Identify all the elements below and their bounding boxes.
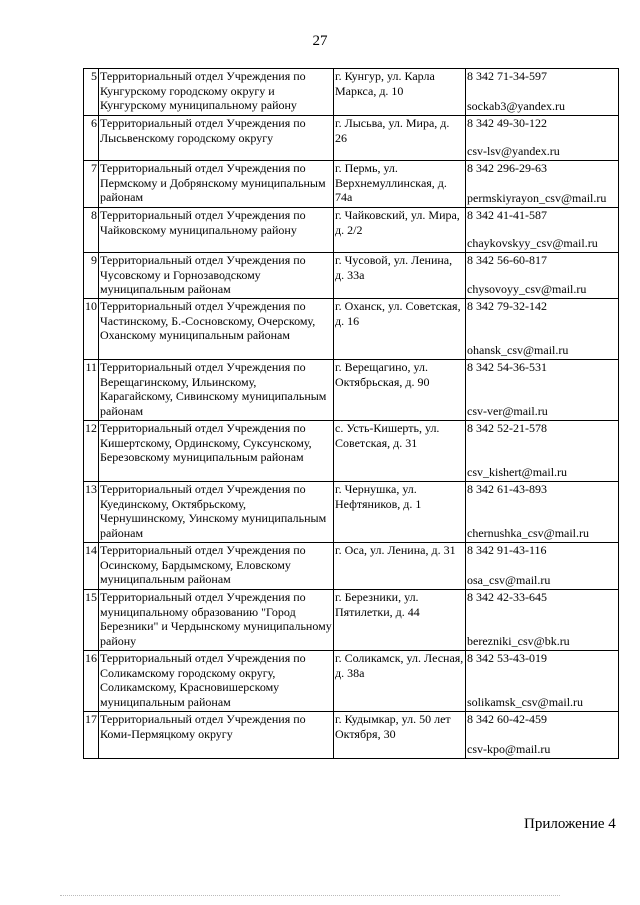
row-number: 6 xyxy=(84,116,99,161)
table-row xyxy=(84,253,619,299)
phone-number: 8 342 42-33-645 xyxy=(467,590,547,604)
table-row xyxy=(84,208,619,253)
email-address: berezniki_csv@bk.ru xyxy=(467,634,570,649)
row-number: 15 xyxy=(84,590,99,651)
table-row xyxy=(84,161,619,208)
office-name: Территориальный отдел Учреждения по Кишертскому, Ординскому, Суксунскому, Березовскому муниципальным районам xyxy=(99,421,334,482)
phone-number: 8 342 56-60-817 xyxy=(467,253,547,267)
phone-number: 8 342 79-32-142 xyxy=(467,299,547,313)
row-number: 14 xyxy=(84,543,99,590)
row-number: 9 xyxy=(84,253,99,299)
email-address: permskiyrayon_csv@mail.ru xyxy=(467,191,607,206)
email-address: csv-lsv@yandex.ru xyxy=(467,144,560,159)
row-number: 17 xyxy=(84,712,99,759)
email-address: chernushka_csv@mail.ru xyxy=(467,526,590,541)
table-row xyxy=(84,543,619,590)
phone-number: 8 342 71-34-597 xyxy=(467,69,547,83)
email-address: csv-kpo@mail.ru xyxy=(467,742,551,757)
phone-number: 8 342 296-29-63 xyxy=(467,161,547,175)
offices-table xyxy=(83,68,619,759)
email-address: csv-ver@mail.ru xyxy=(467,404,548,419)
office-name: Территориальный отдел Учреждения по Соликамскому городскому округу, Соликамскому, Красновишерскому муниципальным районам xyxy=(99,651,334,712)
row-number: 7 xyxy=(84,161,99,208)
email-address: osa_csv@mail.ru xyxy=(467,573,551,588)
phone-number: 8 342 91-43-116 xyxy=(467,543,547,557)
row-number: 16 xyxy=(84,651,99,712)
office-contact xyxy=(466,116,619,161)
phone-number: 8 342 54-36-531 xyxy=(467,360,547,374)
office-name: Территориальный отдел Учреждения по Коми-Пермяцкому округу xyxy=(99,712,334,759)
row-number: 10 xyxy=(84,299,99,360)
office-name: Территориальный отдел Учреждения по Кунгурскому городскому округу и Кунгурскому муниципальному району xyxy=(99,69,334,116)
table-row xyxy=(84,590,619,651)
office-address: г. Чусовой, ул. Ленина, д. 33а xyxy=(334,253,466,299)
phone-number: 8 342 49-30-122 xyxy=(467,116,547,130)
office-contact xyxy=(466,482,619,543)
office-contact xyxy=(466,543,619,590)
office-contact xyxy=(466,161,619,208)
email-address: chysovoyy_csv@mail.ru xyxy=(467,282,587,297)
office-address: г. Кудымкар, ул. 50 лет Октября, 30 xyxy=(334,712,466,759)
office-name: Территориальный отдел Учреждения по Частинскому, Б.-Сосновскому, Очерскому, Оханскому муниципальным районам xyxy=(99,299,334,360)
email-address: sockab3@yandex.ru xyxy=(467,99,566,114)
email-address: csv_kishert@mail.ru xyxy=(467,465,568,480)
office-address: г. Чернушка, ул. Нефтяников, д. 1 xyxy=(334,482,466,543)
table-row xyxy=(84,651,619,712)
office-name: Территориальный отдел Учреждения по Осинскому, Бардымскому, Еловскому муниципальным районам xyxy=(99,543,334,590)
email-address: solikamsk_csv@mail.ru xyxy=(467,695,584,710)
table-row xyxy=(84,482,619,543)
table-row xyxy=(84,116,619,161)
office-name: Территориальный отдел Учреждения по Лысьвенскому городскому округу xyxy=(99,116,334,161)
row-number: 8 xyxy=(84,208,99,253)
phone-number: 8 342 61-43-893 xyxy=(467,482,547,496)
phone-number: 8 342 41-41-587 xyxy=(467,208,547,222)
footer-divider xyxy=(60,895,560,896)
row-number: 5 xyxy=(84,69,99,116)
office-address: г. Оса, ул. Ленина, д. 31 xyxy=(334,543,466,590)
table-row xyxy=(84,360,619,421)
office-address: г. Кунгур, ул. Карла Маркса, д. 10 xyxy=(334,69,466,116)
office-address: с. Усть-Кишерть, ул. Советская, д. 31 xyxy=(334,421,466,482)
office-name: Территориальный отдел Учреждения по Чайковскому муниципальному району xyxy=(99,208,334,253)
office-address: г. Лысьва, ул. Мира, д. 26 xyxy=(334,116,466,161)
office-address: г. Верещагино, ул. Октябрьская, д. 90 xyxy=(334,360,466,421)
office-address: г. Оханск, ул. Советская, д. 16 xyxy=(334,299,466,360)
phone-number: 8 342 52-21-578 xyxy=(467,421,547,435)
page-number: 27 xyxy=(312,33,328,49)
office-address: г. Пермь, ул. Верхнемуллинская, д. 74а xyxy=(334,161,466,208)
office-contact xyxy=(466,253,619,299)
email-address: chaykovskyy_csv@mail.ru xyxy=(467,236,598,251)
row-number: 11 xyxy=(84,360,99,421)
office-contact xyxy=(466,590,619,651)
office-name: Территориальный отдел Учреждения по Чусовскому и Горнозаводскому муниципальным районам xyxy=(99,253,334,299)
office-name: Территориальный отдел Учреждения по муниципальному образованию "Город Березники" и Чердынскому муниципальному району xyxy=(99,590,334,651)
email-address: ohansk_csv@mail.ru xyxy=(467,343,569,358)
phone-number: 8 342 60-42-459 xyxy=(467,712,547,726)
office-contact xyxy=(466,712,619,759)
office-name: Территориальный отдел Учреждения по Пермскому и Добрянскому муниципальным районам xyxy=(99,161,334,208)
office-name: Территориальный отдел Учреждения по Верещагинскому, Ильинскому, Карагайскому, Сивинскому муниципальным районам xyxy=(99,360,334,421)
office-contact xyxy=(466,651,619,712)
appendix-label: Приложение 4 xyxy=(524,816,616,832)
office-address: г. Чайковский, ул. Мира, д. 2/2 xyxy=(334,208,466,253)
office-address: г. Березники, ул. Пятилетки, д. 44 xyxy=(334,590,466,651)
office-contact xyxy=(466,208,619,253)
office-contact xyxy=(466,421,619,482)
row-number: 13 xyxy=(84,482,99,543)
phone-number: 8 342 53-43-019 xyxy=(467,651,547,665)
table-row xyxy=(84,712,619,759)
office-contact xyxy=(466,299,619,360)
table-row xyxy=(84,299,619,360)
office-name: Территориальный отдел Учреждения по Куединскому, Октябрьскому, Чернушинскому, Уинскому муниципальным районам xyxy=(99,482,334,543)
row-number: 12 xyxy=(84,421,99,482)
office-contact xyxy=(466,360,619,421)
office-contact xyxy=(466,69,619,116)
table-row xyxy=(84,69,619,116)
office-address: г. Соликамск, ул. Лесная, д. 38а xyxy=(334,651,466,712)
table-row xyxy=(84,421,619,482)
